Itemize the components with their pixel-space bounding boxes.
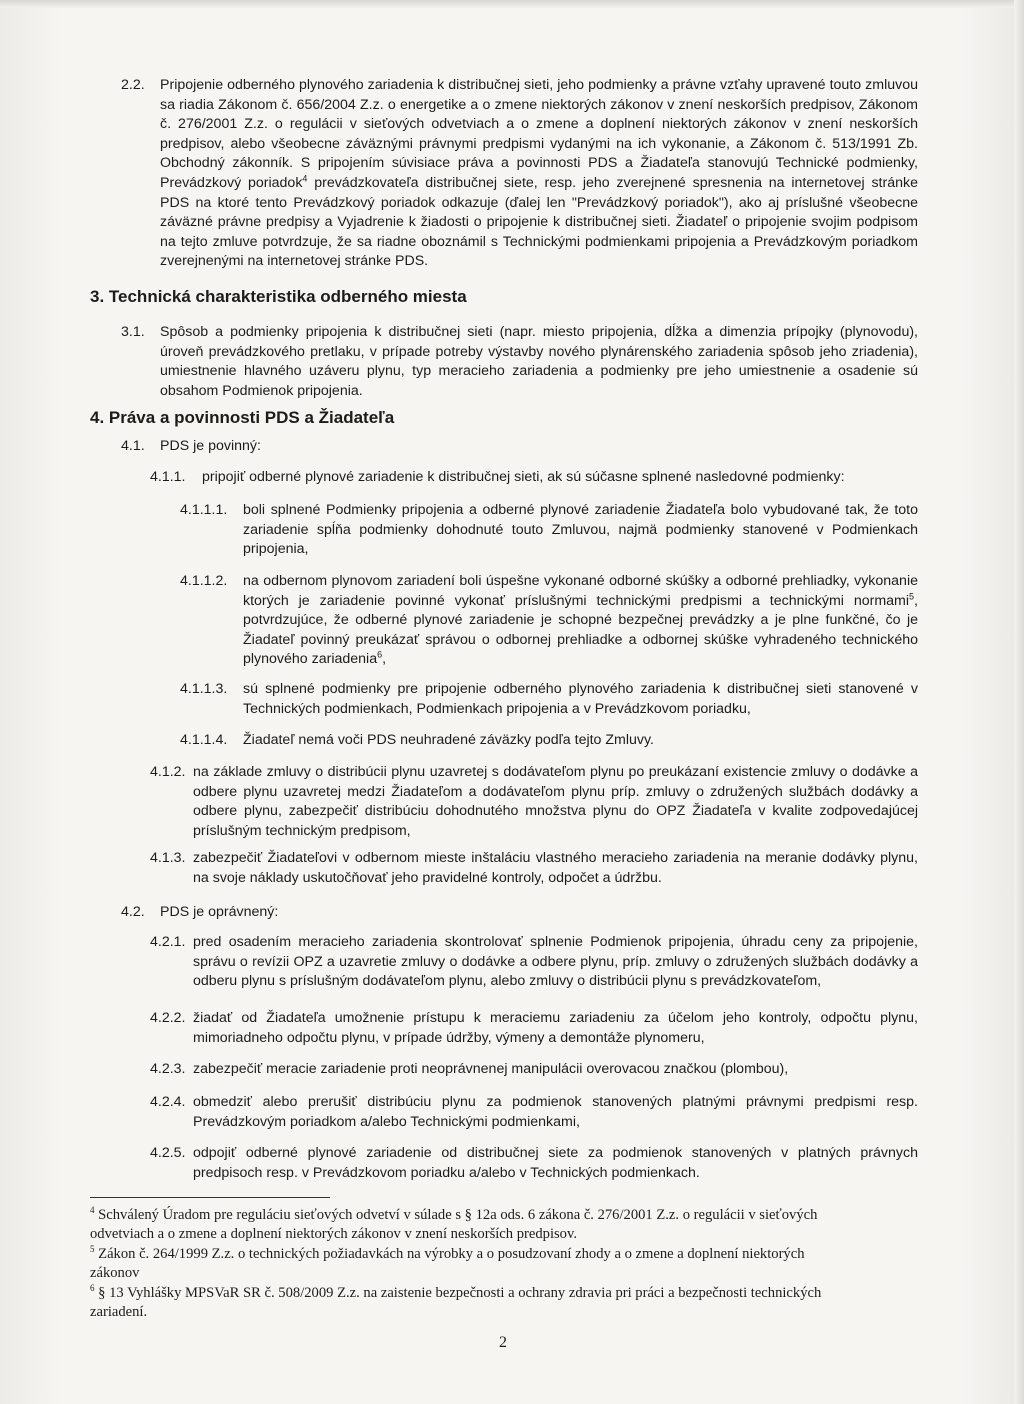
section-number: 4.1.2. xyxy=(150,764,186,780)
paragraph-4-1-1-2: na odbernom plynovom zariadení boli úspešne vykonané odborné skúšky a odborné prehliadky, vykonanie ktorých je zariadenie povinné vykonať príslušnými technickými predpismi a technickými normami$^5$, potvrdzujúce, že odberné plynové zariadenie je schopné bezpečnej prevádzky a je plne funkčné, čo je Žiadateľ povinný preukázať správou o odbornej prehliadke a odbornej skúške vyhradeného technického plynového zariadenia$^6$, xyxy=(243,573,918,668)
section-number: 4.1.3. xyxy=(150,850,186,866)
paragraph-4-2-4: obmedziť alebo prerušiť distribúciu plynu za podmienok stanovených platnými právnymi predpismi resp. Prevádzkovým poriadkom a/alebo Technickými podmienkami, xyxy=(193,1094,918,1130)
paragraph-3-1: Spôsob a podmienky pripojenia k distribučnej sieti (napr. miesto pripojenia, dĺžka a dimenzia prípojky (plynovodu), úroveň prevádzkového pretlaku, v prípade potreby výstavby nového plynárenského zariadenia spôsob jeho zriadenia), umiestnenie hlavného uzáveru plynu, typ meracieho zariadenia a podmienky pre jeho umiestnenie a osadenie sú obsahom Podmienok pripojenia. xyxy=(160,324,918,399)
section-number: 4.1.1. xyxy=(150,469,186,485)
section-number: 3.1. xyxy=(121,324,145,340)
paragraph-4-2-2: žiadať od Žiadateľa umožnenie prístupu k meraciemu zariadeniu za účelom jeho kontroly, odpočtu plynu, mimoriadneho odpočtu plynu, v prípade údržby, výmeny a demontáže plynomeru, xyxy=(193,1010,918,1046)
footnote-separator xyxy=(90,1197,330,1198)
section-number: 2.2. xyxy=(121,77,145,93)
footnote-6: $^6$ § 13 Vyhlášky MPSVaR SR č. 508/2009 Z.z. na zaistenie bezpečnosti a ochrany zdravia pri práci a bezpečnosti technických zariadení. xyxy=(90,1283,822,1320)
paragraph-4-1-1-1: boli splnené Podmienky pripojenia a odberné plynové zariadenie Žiadateľa bolo vybudované tak, že toto zariadenie spĺňa podmienky dohodnuté touto Zmluvou, najmä podmienky stanovené v Podmienkach pripojenia, xyxy=(243,502,918,558)
paragraph-4-2: PDS je oprávnený: xyxy=(160,904,279,920)
paragraph-4-1-1-4: Žiadateľ nemá voči PDS neuhradené záväzky podľa tejto Zmluvy. xyxy=(243,732,654,748)
footnote-4: $^4$ Schválený Úradom pre reguláciu sieťových odvetví v súlade s § 12a ods. 6 zákona č. 276/2001 Z.z. o regulácii v sieťových odvetviach a o zmene a doplnení niektorých zákonov v znení neskorších predpisov. xyxy=(90,1205,818,1242)
section-number: 4.1.1.3. xyxy=(180,681,228,697)
scan-edge xyxy=(1014,0,1024,1404)
paragraph-4-1-1-3: sú splnené podmienky pre pripojenie odberného plynového zariadenia k distribučnej sieti stanovené v Technických podmienkach, Podmienkach pripojenia a v Prevádzkovom poriadku, xyxy=(243,681,918,717)
paragraph-4-1-3: zabezpečiť Žiadateľovi v odbernom mieste inštaláciu vlastného meracieho zariadenia na meranie dodávky plynu, na svoje náklady uskutočňovať jeho pravidelné kontroly, odpočet a údržbu. xyxy=(193,850,918,886)
paragraph-4-2-3: zabezpečiť meracie zariadenie proti neoprávnenej manipulácii overovacou značkou (plombou), xyxy=(193,1061,789,1077)
section-heading-3: 3. Technická charakteristika odberného miesta xyxy=(90,287,467,306)
section-number: 4.1. xyxy=(121,438,145,454)
scan-edge xyxy=(0,0,1024,8)
paragraph-2-2: Pripojenie odberného plynového zariadenia k distribučnej sieti, jeho podmienky a právne vzťahy upravené touto zmluvou sa riadia Zákonom č. 656/2004 Z.z. o energetike a o zmene niektorých zákonov v znení neskorších predpisov, Zákonom č. 276/2001 Z.z. o regulácii v sieťových odvetviach a o zmene a doplnení niektorých zákonov v znení neskorších predpisov, alebo všeobecne záväznými právnymi predpismi vydanými na ich vykonanie, a Zákonom č. 513/1991 Zb. Obchodný zákonník. S pripojením súvisiace práva a povinnosti PDS a Žiadateľa stanovujú Technické podmienky, Prevádzkový poriadok$^4$ prevádzkovateľa distribučnej siete, resp. jeho zverejnené spresnenia na internetovej stránke PDS na ktoré tento Prevádzkový poriadok odkazuje (ďalej len "Prevádzkový poriadok"), ako aj príslušné všeobecne záväzné právne predpisy a Vyjadrenie k žiadosti o pripojenie k distribučnej sieti. Žiadateľ o pripojenie svojim podpisom na tejto zmluve potvrdzuje, že sa riadne oboznámil s Technickými podmienkami pripojenia a Prevádzkovým poriadkom zverejnenými na internetovej stránke PDS. xyxy=(160,77,918,270)
section-number: 4.2.3. xyxy=(150,1061,186,1077)
section-number: 4.2. xyxy=(121,904,145,920)
paragraph-4-1: PDS je povinný: xyxy=(160,438,261,454)
paragraph-4-2-1: pred osadením meracieho zariadenia skontrolovať splnenie Podmienok pripojenia, úhradu ceny za pripojenie, správu o revízii OPZ a uzavretie zmluvy o dodávke a odbere plynu, príp. zmluvy o združených službách dodávky a odberu plynu s príslušným dodávateľom plynu, alebo zmluvy o distribúcii plynu s prevádzkovateľom, xyxy=(193,934,918,990)
section-number: 4.2.1. xyxy=(150,934,186,950)
paragraph-4-2-5: odpojiť odberné plynové zariadenie od distribučnej siete za podmienok stanovených v platných právnych predpisoch resp. v Prevádzkovom poriadku a/alebo v Technických podmienkach. xyxy=(193,1145,918,1181)
section-number: 4.1.1.4. xyxy=(180,732,228,748)
section-number: 4.2.2. xyxy=(150,1010,186,1026)
section-heading-4: 4. Práva a povinnosti PDS a Žiadateľa xyxy=(90,408,395,427)
section-number: 4.1.1.2. xyxy=(180,573,228,589)
footnote-5: $^5$ Zákon č. 264/1999 Z.z. o technických požiadavkách na výrobky a o posudzovaní zhody a o zmene a doplnení niektorých zákonov xyxy=(90,1244,805,1281)
paragraph-4-1-2: na základe zmluvy o distribúcii plynu uzavretej s dodávateľom plynu po preukázaní existencie zmluvy o dodávke a odbere plynu uzavretej medzi Žiadateľom a dodávateľom plynu príp. zmluvy o združených službách dodávky a odbere plynu, zabezpečiť distribúciu dohodnutého množstva plynu do OPZ Žiadateľa v kvalite zodpovedajúcej príslušným technickým predpisom, xyxy=(193,764,918,839)
section-number: 4.2.5. xyxy=(150,1145,186,1161)
section-number: 4.2.4. xyxy=(150,1094,186,1110)
page-number: 2 xyxy=(499,1334,507,1351)
section-number: 4.1.1.1. xyxy=(180,502,228,518)
paragraph-4-1-1: pripojiť odberné plynové zariadenie k distribučnej sieti, ak sú súčasne splnené nasledovné podmienky: xyxy=(202,469,845,485)
